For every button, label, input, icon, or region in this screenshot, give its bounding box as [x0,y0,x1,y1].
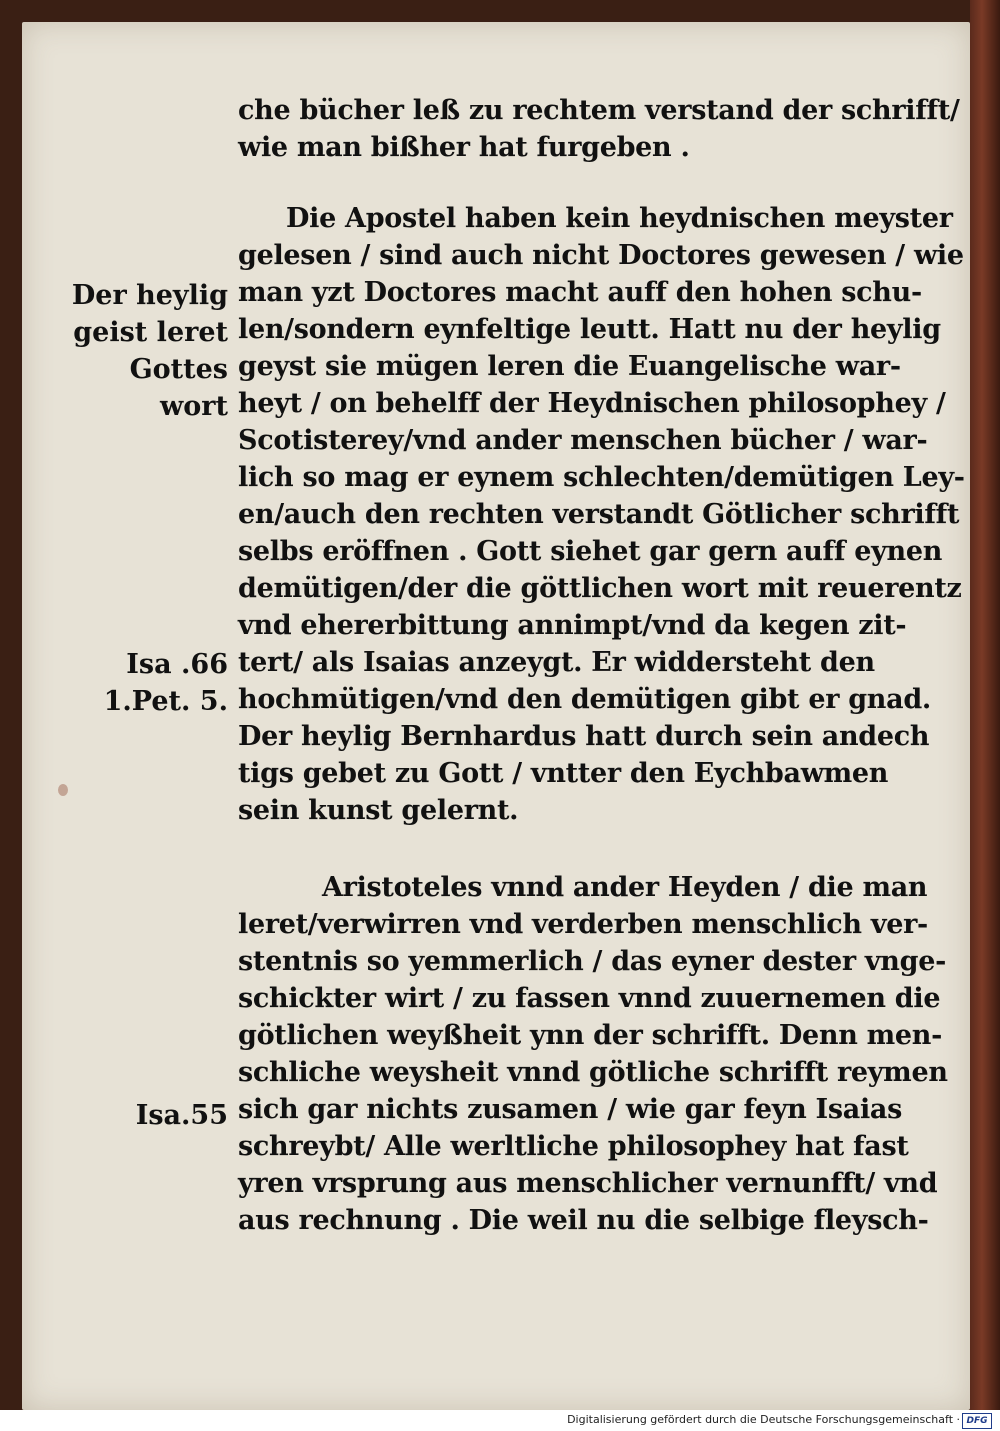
text-line: schreybt/ Alle werltliche philosophey hat fast [238,1131,909,1162]
text-line: götlichen weyßheit ynn der schrifft. Denn men‑ [238,1020,943,1051]
text-line: lich so mag er eynem schlechten/demütigen Ley‑ [238,462,965,493]
paragraph-1 [238,92,960,166]
dfg-logo: DFG [962,1413,992,1429]
text-line: che bücher leß zu rechtem verstand der schrifft/ [238,95,960,126]
margin-line: Der heylig [71,280,228,311]
text-line: Der heylig Bernhardus hatt durch sein andech [238,721,930,752]
text-line: vnd ehererbittung annimpt/vnd da kegen zit‑ [238,610,907,641]
book-spine-edge [970,0,1000,1410]
footer-bar [0,1410,1000,1431]
text-line: Aristoteles vnnd ander Heyden / die man [322,872,928,903]
text-line: stentnis so yemmerlich / das eyner dester vnge‑ [238,946,946,977]
text-line: Scotisterey/vnd ander menschen bücher / war‑ [238,425,928,456]
text-line: yren vrsprung aus menschlicher vernunfft/ vnd [238,1168,938,1199]
text-line: schickter wirt / zu fassen vnnd zuuernemen die [238,983,941,1014]
margin-line: wort [160,391,228,422]
margin-line: Gottes [129,354,228,385]
text-line: tigs gebet zu Gott / vntter den Eychbawmen [238,758,889,789]
text-line: tert/ als Isaias anzeygt. Er widdersteht den [238,647,875,678]
main-text-column [238,92,965,1239]
text-line: en/auch den rechten verstandt Götlicher schrifft [238,499,960,530]
text-line: gelesen / sind auch nicht Doctores gewesen / wie [238,240,964,271]
text-line: selbs eröffnen . Gott siehet gar gern auff eynen [238,536,943,567]
text-line: man yzt Doctores macht auff den hohen schu‑ [238,277,922,308]
text-line: leret/verwirren vnd verderben menschlich ver‑ [238,909,928,940]
text-line: demütigen/der die göttlichen wort mit reuerentz [238,573,962,604]
text-line: aus rechnung . Die weil nu die selbige fleysch‑ [238,1205,929,1236]
margin-line: Isa.55 [135,1100,228,1131]
text-line: heyt / on behelff der Heydnischen philosophey / [238,388,946,419]
paragraph-2 [238,200,965,829]
funding-credit: Digitalisierung gefördert durch die Deutsche Forschungsgemeinschaft · [567,1413,960,1426]
margin-line: Isa .66 [126,649,228,680]
text-line: Die Apostel haben kein heydnischen meyster [286,203,953,234]
text-line: hochmütigen/vnd den demütigen gibt er gnad. [238,684,932,715]
margin-line: 1.Pet. 5. [103,686,228,717]
text-line: schliche weysheit vnnd götliche schrifft reymen [238,1057,948,1088]
text-line: wie man bißher hat furgeben . [238,132,690,163]
margin-line: geist leret [73,317,228,348]
text-line: len/sondern eynfeltige leutt. Hatt nu der heylig [238,314,941,345]
paper-stain [58,784,68,796]
margin-note-isa55 [60,1097,228,1134]
margin-note-isa66 [60,646,228,683]
text-line: sein kunst gelernt. [238,795,519,826]
paragraph-3 [238,869,948,1239]
text-line: geyst sie mügen leren die Euangelische war‑ [238,351,901,382]
text-line: sich gar nichts zusamen / wie gar feyn Isaias [238,1094,903,1125]
margin-note-heylig-geist [60,277,228,425]
margin-note-pet5 [60,683,228,720]
